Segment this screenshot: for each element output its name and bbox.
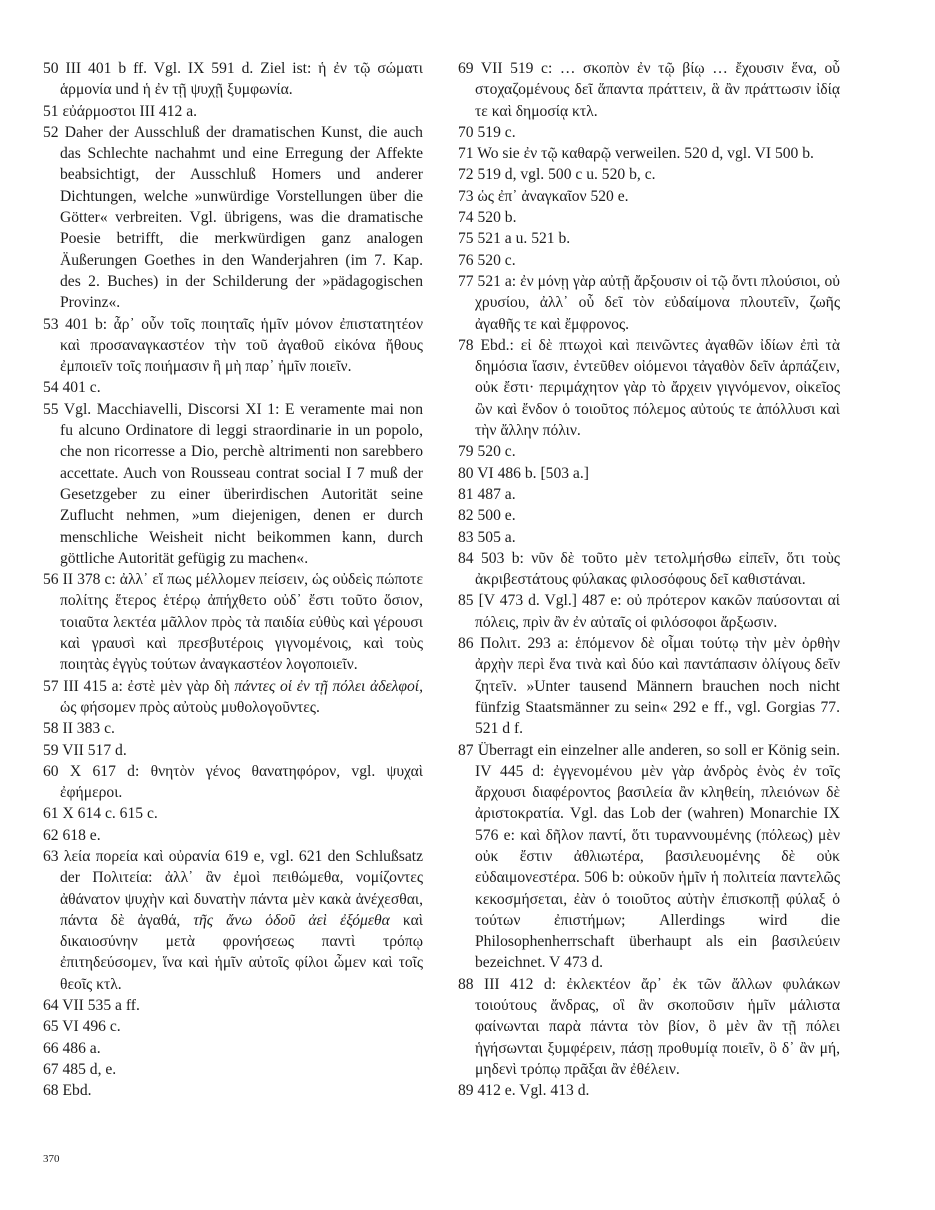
footnote-73	[458, 186, 840, 207]
page-number: 370	[43, 1153, 60, 1165]
footnote-text: Vgl. Macchiavelli, Discorsi XI 1: E veramente mai non fu alcuno Ordinatore di leggi straordinarie in un popolo, che non ricorresse a Dio, perchè altrimenti non sarebbero accettate. Auch von Rousseau contrat social I 7 muß der Gesetzgeber zu einer überirdischen Autorität seine Zuflucht nehmen, »um diejenigen, denen er durch menschliche Weisheit nicht beikommen kann, durch göttliche Autorität gefügig zu machen«.	[60, 400, 423, 567]
footnote-number: 63	[43, 847, 59, 865]
footnote-78	[458, 335, 840, 441]
footnote-text: VII 535 a ff.	[62, 997, 140, 1015]
footnote-number: 77	[458, 272, 474, 290]
footnote-53	[43, 314, 423, 378]
footnote-text: III 401 b ff. Vgl. IX 591 d. Ziel ist: ἡ ἐν τῷ σώματι ἁρμονία und ἡ ἐν τῇ ψυχῇ ξυμφωνία.	[60, 60, 423, 99]
footnote-number: 65	[43, 1018, 59, 1036]
footnote-55	[43, 399, 423, 569]
footnote-number: 79	[458, 443, 474, 461]
footnote-71	[458, 143, 840, 164]
footnote-number: 51	[43, 102, 59, 120]
footnote-text: 401 b: ἆρ᾽ οὖν τοῖς ποιηταῖς ἡμῖν μόνον ἐπιστατητέον καὶ προσαναγκαστέον τὴν τοῦ ἀγαθοῦ εἰκόνα ἤθους ἐμποιεῖν τοῖς ποιήμασιν ἢ μὴ παρ᾽ ἡμῖν ποιεῖν.	[60, 315, 423, 376]
footnote-83	[458, 527, 840, 548]
footnote-number: 62	[43, 826, 59, 844]
footnote-text: Wo sie ἐν τῷ καθαρῷ verweilen. 520 d, vgl. VI 500 b.	[477, 145, 814, 163]
footnote-text: II 383 c.	[62, 720, 115, 738]
footnote-57	[43, 676, 423, 719]
footnote-text: [V 473 d. Vgl.] 487 e: οὐ πρότερον κακῶν παύσονται αἱ πόλεις, πρὶν ἂν ἐν αὐταῖς οἱ φιλόσοφοι ἄρξωσιν.	[475, 592, 840, 631]
footnote-text: 487 a.	[477, 485, 516, 503]
footnote-number: 68	[43, 1082, 59, 1100]
footnote-number: 74	[458, 209, 474, 227]
footnote-text: 401 c.	[62, 379, 101, 397]
footnote-text: VII 519 c: … σκοπὸν ἐν τῷ βίῳ … ἔχουσιν ἕνα, οὗ στοχαζομένους δεῖ ἅπαντα πράττειν, ἃ ἂν πράττωσιν ἰδίᾳ τε καὶ δημοσίᾳ κτλ.	[475, 60, 840, 120]
footnote-text: 412 e. Vgl. 413 d.	[477, 1082, 590, 1100]
footnote-69	[458, 58, 840, 122]
footnote-number: 80	[458, 464, 474, 482]
footnote-65	[43, 1016, 423, 1037]
footnote-54	[43, 377, 423, 398]
footnotes-right-column	[458, 58, 840, 1102]
footnote-text: X 614 c. 615 c.	[62, 805, 158, 823]
footnote-63	[43, 846, 423, 995]
footnote-text: X 617 d: θνητὸν γένος θανατηφόρον, vgl. ψυχαὶ ἐφήμεροι.	[60, 762, 423, 802]
footnote-85	[458, 590, 840, 633]
footnote-89	[458, 1080, 840, 1101]
footnote-number: 83	[458, 528, 474, 546]
footnote-75	[458, 228, 840, 249]
footnote-number: 50	[43, 60, 59, 77]
footnote-text: 500 e.	[477, 507, 516, 525]
footnote-number: 61	[43, 805, 59, 823]
footnote-number: 82	[458, 507, 474, 525]
footnote-text-pre: λεία πορεία καὶ οὐρανία 619 e, vgl. 621 den Schlußsatz der Πολιτεία: ἀλλ᾽ ἂν ἐμοὶ πειθώμεθα, νομίζοντες ἀθάνατον ψυχὴν καὶ δυνατὴν πάντα μὲν κακὰ ἀνέχεσθαι, πάντα δὲ ἀγαθά,	[60, 847, 423, 929]
footnote-text: Ebd.: εἰ δὲ πτωχοὶ καὶ πεινῶντες ἀγαθῶν ἰδίων ἐπὶ τὰ δημόσια ἴασιν, ἐντεῦθεν οἰόμενοι τἀγαθὸν δεῖν ἁρπάζειν, οὐκ ἔστι· περιμάχητον γὰρ τὸ ἄρχειν γιγνόμενον, οἰκεῖος ὢν καὶ ἔνδον ὁ τοιοῦτος πόλεμος αὐτούς τε ἀπόλλυσι καὶ τὴν ἄλλην πόλιν.	[475, 336, 840, 440]
footnote-50	[43, 58, 423, 101]
footnote-64	[43, 995, 423, 1016]
footnote-number: 60	[43, 762, 59, 780]
footnote-number: 71	[458, 145, 474, 163]
footnote-text: III 412 d: ἐκλεκτέον ἄρ᾽ ἐκ τῶν ἄλλων φυλάκων τοιούτους ἄνδρας, οἳ ἂν σκοποῦσιν ἡμῖν μάλιστα φαίνωνται παρὰ πάντα τὸν βίον, ὃ μὲν ἂν τῇ πόλει ἡγήσωνται ξυμφέρειν, πάσῃ προθυμίᾳ ποιεῖν, ὃ δ᾽ ἂν μή, μηδενὶ τρόπῳ πρᾶξαι ἂν ἐθέλειν.	[475, 975, 840, 1078]
footnote-87	[458, 740, 840, 974]
footnote-68	[43, 1080, 423, 1101]
footnote-88	[458, 974, 840, 1080]
footnote-number: 76	[458, 251, 474, 269]
footnote-text-pre: III 415 a: ἐστὲ μὲν γὰρ δὴ	[63, 677, 235, 695]
footnote-text: 485 d, e.	[62, 1060, 117, 1078]
footnote-59	[43, 740, 423, 761]
footnote-number: 58	[43, 720, 59, 738]
footnote-number: 81	[458, 485, 474, 503]
footnotes-left-column	[43, 58, 423, 1102]
footnote-67	[43, 1059, 423, 1080]
footnote-text: Πολιτ. 293 a: ἑπόμενον δὲ οἶμαι τούτῳ τὴν μὲν ὀρθὴν ἀρχὴν περὶ ἕνα τινὰ καὶ δύο καὶ παντάπασιν ὀλίγους δεῖν ζητεῖν. »Unter tausend Männern brauchen noch nicht fünfzig Staatsmänner zu sein« 292 e ff., vgl. Gorgias 77. 521 d f.	[475, 635, 840, 738]
footnote-text: εὐάρμοστοι III 412 a.	[62, 102, 198, 120]
footnote-text: 520 c.	[477, 443, 516, 461]
footnote-number: 87	[458, 741, 474, 759]
footnote-81	[458, 484, 840, 505]
footnote-text: 486 a.	[62, 1039, 101, 1057]
footnote-number: 73	[458, 187, 474, 205]
footnote-text: 520 c.	[477, 251, 516, 269]
footnote-number: 70	[458, 123, 474, 141]
footnote-82	[458, 505, 840, 526]
footnote-77	[458, 271, 840, 335]
footnote-text: 503 b: νῦν δὲ τοῦτο μὲν τετολμήσθω εἰπεῖν, ὅτι τοὺς ἀκριβεστάτους φύλακας φιλοσόφους δεῖ καθιστάναι.	[475, 549, 840, 589]
footnote-51	[43, 101, 423, 122]
footnote-number: 84	[458, 549, 474, 567]
footnote-number: 55	[43, 400, 59, 418]
footnote-text: VII 517 d.	[62, 741, 127, 759]
footnote-text-italic: τῆς ἄνω ὁδοῦ ἀεὶ ἐξόμεθα	[193, 911, 390, 929]
footnote-text: 520 b.	[477, 209, 517, 227]
footnote-52	[43, 122, 423, 314]
footnote-number: 57	[43, 677, 59, 695]
footnote-text: Daher der Ausschluß der dramatischen Kunst, die auch das Schlechte nachahmt und eine Erregung der Affekte beabsichtigt, der Ausschluß Homers und anderer Dichtungen, welche »unwürdige Vorstellungen über die Götter« verbreiten. Vgl. übrigens, was die dramatische Poesie betrifft, die merkwürdigen ganz analogen Äußerungen Goethes in den Wanderjahren (im 7. Kap. des 2. Buches) in der Schilderung der »pädagogischen Provinz«.	[60, 123, 423, 312]
footnote-text: 505 a.	[477, 528, 516, 546]
footnote-80	[458, 463, 840, 484]
footnote-number: 75	[458, 230, 474, 248]
footnote-number: 64	[43, 997, 59, 1015]
footnote-number: 52	[43, 123, 59, 141]
footnote-number: 88	[458, 975, 474, 993]
footnote-number: 54	[43, 379, 59, 397]
footnote-62	[43, 825, 423, 846]
footnote-61	[43, 803, 423, 824]
footnote-text: VI 496 c.	[62, 1018, 121, 1036]
footnote-72	[458, 164, 840, 185]
footnote-text: 521 a u. 521 b.	[477, 230, 571, 248]
footnote-text: VI 486 b. [503 a.]	[477, 464, 589, 482]
footnote-number: 78	[458, 336, 474, 354]
footnote-text: ὡς ἐπ᾽ ἀναγκαῖον 520 e.	[477, 187, 629, 205]
footnote-74	[458, 207, 840, 228]
footnote-number: 85	[458, 592, 474, 610]
footnote-60	[43, 761, 423, 804]
footnote-number: 67	[43, 1060, 59, 1078]
footnote-text-post: ὡς φήσομεν πρὸς αὐτοὺς μυθολογοῦντες.	[60, 698, 320, 716]
footnote-text: 519 c.	[477, 123, 516, 141]
footnote-number: 66	[43, 1039, 59, 1057]
footnote-number: 72	[458, 166, 474, 184]
footnote-86	[458, 633, 840, 739]
footnote-text: Überragt ein einzelner alle anderen, so soll er König sein. IV 445 d: ἐγγενομένου μὲν γὰρ ἀνδρὸς ἑνὸς ἐν τοῖς ἄρχουσι διαφέροντος βασιλεία ἂν κληθείη, πλειόνων δὲ ἀριστοκρατία. Vgl. das Lob der (wahren) Monarchie IX 576 e: καὶ δῆλον παντί, ὅτι τυραννουμένης (πόλεως) μὲν οὐκ ἔστιν ἀθλιωτέρα, βασιλευομένης δὲ οὐκ εὐδαιμονεστέρα. 506 b: οὐκοῦν ἡμῖν ἡ πολιτεία παντελῶς κεκοσμήσεται, ἐὰν ὁ τοιοῦτος αὐτὴν ἐπισκοπῇ φύλαξ ὁ τούτων ἐπιστήμων; Allerdings wird die Philosophenherrschaft überhaupt als ein βασιλεύειν bezeichnet. V 473 d.	[475, 741, 840, 972]
footnote-58	[43, 718, 423, 739]
footnote-76	[458, 250, 840, 271]
footnote-text-italic: πάντες οἱ ἐν τῇ πόλει ἀδελφοί,	[234, 677, 423, 695]
footnote-number: 56	[43, 571, 59, 589]
footnote-number: 86	[458, 635, 474, 653]
footnote-66	[43, 1038, 423, 1059]
footnote-70	[458, 122, 840, 143]
footnote-number: 89	[458, 1082, 474, 1100]
footnote-number: 69	[458, 60, 474, 77]
footnote-text-post: καὶ δικαιοσύνην μετὰ φρονήσεως παντὶ τρόπῳ ἐπιτηδεύσομεν, ἵνα καὶ ἡμῖν αὐτοῖς φίλοι ὦμεν καὶ τοῖς θεοῖς κτλ.	[60, 911, 423, 993]
footnote-number: 59	[43, 741, 59, 759]
footnote-text: II 378 c: ἀλλ᾽ εἴ πως μέλλομεν πείσειν, ὡς οὐδεὶς πώποτε πολίτης ἕτερος ἑτέρῳ ἀπήχθετο οὐδ᾽ ἔστι τοῦτο ὅσιον, τοιαῦτα λεκτέα μᾶλλον πρὸς τὰ παιδία εὐθὺς καὶ γέρουσι καὶ γραυσὶ καὶ πρεσβυτέροις γιγνομένοις, καὶ τοὺς ποιητὰς ἐγγὺς τούτων ἀναγκαστέον λογοποιεῖν.	[60, 571, 423, 674]
footnote-text: Ebd.	[62, 1082, 92, 1100]
footnote-number: 53	[43, 315, 59, 333]
footnote-56	[43, 569, 423, 675]
footnote-84	[458, 548, 840, 591]
footnote-text: 519 d, vgl. 500 c u. 520 b, c.	[477, 166, 656, 184]
footnote-79	[458, 441, 840, 462]
footnote-text: 618 e.	[62, 826, 101, 844]
footnote-text: 521 a: ἐν μόνῃ γὰρ αὐτῇ ἄρξουσιν οἱ τῷ ὄντι πλούσιοι, οὐ χρυσίου, ἀλλ᾽ οὗ δεῖ τὸν εὐδαίμονα πλουτεῖν, ζωῆς ἀγαθῆς τε καὶ ἔμφρονος.	[475, 272, 840, 333]
